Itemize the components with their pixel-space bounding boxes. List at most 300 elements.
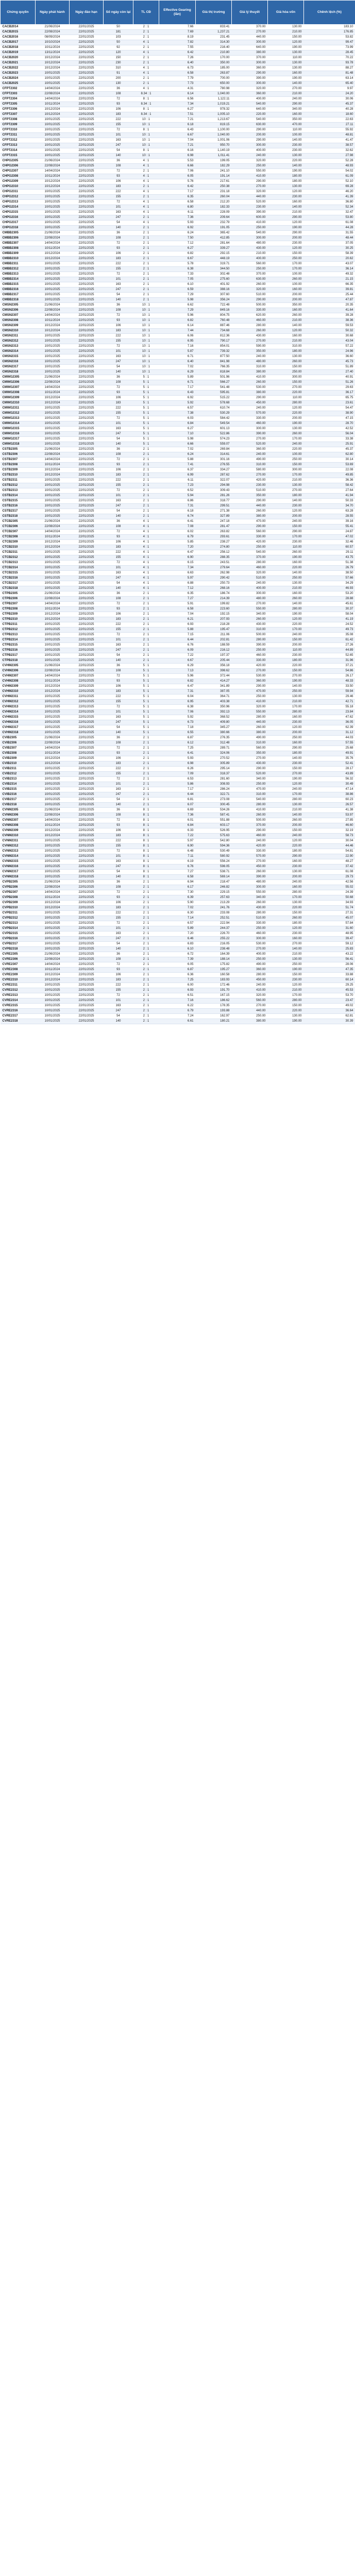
cell-warrant-code: CMBB2311 xyxy=(1,262,36,267)
cell-breakeven-price: 180.00 xyxy=(268,751,304,756)
cell-maturity-date: 22/01/2025 xyxy=(70,40,104,45)
cell-days-remaining: 163 xyxy=(104,282,133,287)
cell-effective-gearing: 6.58 xyxy=(159,200,196,205)
cell-issue-date: 10/01/2025 xyxy=(36,406,70,411)
cell-theoretical-price: 250.00 xyxy=(232,694,268,700)
cell-difference-percent: 63.28 xyxy=(304,509,355,514)
cell-maturity-date: 22/01/2025 xyxy=(70,179,104,184)
cell-warrant-code: CSTB2313 xyxy=(1,488,36,494)
cell-breakeven-price: 120.00 xyxy=(268,617,304,622)
cell-breakeven-price: 130.00 xyxy=(268,66,304,71)
cell-effective-gearing: 5.94 xyxy=(159,494,196,499)
table-row xyxy=(1,396,355,401)
cell-market-price: 1,001.06 xyxy=(196,138,232,143)
table-row xyxy=(1,246,355,251)
table-row xyxy=(1,658,355,664)
cell-theoretical-price: 500.00 xyxy=(232,303,268,308)
cell-difference-percent: 58.04 xyxy=(304,612,355,617)
table-row xyxy=(1,25,355,30)
table-row xyxy=(1,834,355,839)
cell-effective-gearing: 6.47 xyxy=(159,550,196,555)
cell-days-remaining: 247 xyxy=(104,215,133,221)
cell-theoretical-price: 210.00 xyxy=(232,251,268,257)
cell-issue-date: 10/01/2025 xyxy=(36,710,70,715)
cell-market-price: 231.45 xyxy=(196,35,232,40)
cell-conversion-ratio: 2 : 1 xyxy=(133,195,159,200)
cell-days-remaining: 72 xyxy=(104,674,133,679)
cell-maturity-date: 22/01/2025 xyxy=(70,313,104,318)
cell-breakeven-price: 190.00 xyxy=(268,1019,304,1024)
table-row xyxy=(1,169,355,174)
cell-market-price: 207.93 xyxy=(196,617,232,622)
cell-difference-percent: 24.87 xyxy=(304,530,355,535)
cell-breakeven-price: 190.00 xyxy=(268,612,304,617)
cell-difference-percent: 62.39 xyxy=(304,725,355,731)
cell-days-remaining: 72 xyxy=(104,200,133,205)
cell-issue-date: 10/01/2025 xyxy=(36,365,70,370)
header-row xyxy=(1,1,355,25)
cell-warrant-code: CVIB2307 xyxy=(1,746,36,751)
cell-issue-date: 10/01/2025 xyxy=(36,798,70,803)
cell-maturity-date: 22/01/2025 xyxy=(70,339,104,344)
cell-market-price: 587.41 xyxy=(196,813,232,818)
cell-issue-date: 21/06/2024 xyxy=(36,808,70,813)
cell-conversion-ratio: 2 : 1 xyxy=(133,998,159,1004)
cell-warrant-code: CMSN2307 xyxy=(1,313,36,318)
cell-effective-gearing: 6.67 xyxy=(159,257,196,262)
cell-effective-gearing: 7.13 xyxy=(159,669,196,674)
cell-difference-percent: 33.50 xyxy=(304,684,355,689)
cell-effective-gearing: 6.42 xyxy=(159,50,196,56)
cell-breakeven-price: 140.00 xyxy=(268,324,304,329)
cell-effective-gearing: 6.17 xyxy=(159,885,196,890)
cell-days-remaining: 93 xyxy=(104,751,133,756)
cell-market-price: 307.60 xyxy=(196,293,232,298)
table-row xyxy=(1,937,355,942)
cell-maturity-date: 22/01/2025 xyxy=(70,61,104,66)
cell-warrant-code: CVHM2311 xyxy=(1,694,36,700)
table-row xyxy=(1,952,355,957)
table-row xyxy=(1,370,355,375)
cell-theoretical-price: 310.00 xyxy=(232,365,268,370)
cell-conversion-ratio: 2 : 1 xyxy=(133,504,159,509)
table-row xyxy=(1,669,355,674)
cell-breakeven-price: 200.00 xyxy=(268,875,304,880)
cell-theoretical-price: 490.00 xyxy=(232,962,268,968)
cell-issue-date: 10/01/2025 xyxy=(36,875,70,880)
table-row xyxy=(1,916,355,921)
cell-difference-percent: 39.28 xyxy=(304,313,355,318)
cell-conversion-ratio: 4 : 1 xyxy=(133,550,159,555)
cell-warrant-code: CACB2017 xyxy=(1,40,36,45)
cell-difference-percent: 29.25 xyxy=(304,983,355,988)
cell-breakeven-price: 140.00 xyxy=(268,138,304,143)
cell-difference-percent: 45.53 xyxy=(304,988,355,993)
cell-breakeven-price: 200.00 xyxy=(268,731,304,736)
cell-breakeven-price: 130.00 xyxy=(268,957,304,962)
cell-maturity-date: 22/01/2025 xyxy=(70,215,104,221)
table-row xyxy=(1,50,355,56)
cell-days-remaining: 101 xyxy=(104,638,133,643)
table-row xyxy=(1,777,355,782)
cell-issue-date: 10/01/2025 xyxy=(36,648,70,653)
cell-warrant-code: CHPG2313 xyxy=(1,200,36,205)
cell-maturity-date: 22/01/2025 xyxy=(70,535,104,540)
cell-conversion-ratio: 10 : 1 xyxy=(133,324,159,329)
cell-days-remaining: 108 xyxy=(104,524,133,530)
cell-warrant-code: CACB2021 xyxy=(1,61,36,66)
cell-breakeven-price: 150.00 xyxy=(268,524,304,530)
cell-warrant-code: CTPB2315 xyxy=(1,643,36,648)
cell-warrant-code: CTPB2305 xyxy=(1,591,36,597)
cell-conversion-ratio: 4 : 1 xyxy=(133,221,159,226)
cell-market-price: 247.18 xyxy=(196,519,232,524)
cell-issue-date: 21/06/2024 xyxy=(36,664,70,669)
table-row xyxy=(1,602,355,607)
cell-issue-date: 10/12/2024 xyxy=(36,906,70,911)
cell-days-remaining: 108 xyxy=(104,164,133,169)
table-row xyxy=(1,159,355,164)
cell-warrant-code: CFPT2314 xyxy=(1,148,36,154)
cell-maturity-date: 22/01/2025 xyxy=(70,586,104,591)
table-row xyxy=(1,200,355,205)
cell-difference-percent: 42.71 xyxy=(304,700,355,705)
cell-effective-gearing: 5.97 xyxy=(159,576,196,581)
cell-market-price: 1,237.21 xyxy=(196,30,232,35)
cell-market-price: 595.81 xyxy=(196,391,232,396)
cell-days-remaining: 155 xyxy=(104,483,133,488)
cell-difference-percent: 27.64 xyxy=(304,488,355,494)
cell-breakeven-price: 160.00 xyxy=(268,287,304,293)
cell-difference-percent: 47.87 xyxy=(304,298,355,303)
table-row xyxy=(1,901,355,906)
cell-warrant-code: CFPT2305 xyxy=(1,102,36,107)
cell-maturity-date: 22/01/2025 xyxy=(70,767,104,772)
cell-difference-percent: 36.17 xyxy=(304,391,355,396)
cell-warrant-code: CVHM2313 xyxy=(1,705,36,710)
cell-breakeven-price: 240.00 xyxy=(268,834,304,839)
cell-market-price: 1,140.19 xyxy=(196,148,232,154)
cell-maturity-date: 22/01/2025 xyxy=(70,370,104,375)
cell-market-price: 273.08 xyxy=(196,798,232,803)
cell-warrant-code: CMWG2306 xyxy=(1,380,36,385)
table-row xyxy=(1,293,355,298)
cell-breakeven-price: 260.00 xyxy=(268,550,304,555)
cell-theoretical-price: 450.00 xyxy=(232,978,268,983)
table-row xyxy=(1,1009,355,1014)
cell-effective-gearing: 7.23 xyxy=(159,483,196,488)
cell-theoretical-price: 320.00 xyxy=(232,571,268,576)
cell-theoretical-price: 250.00 xyxy=(232,1014,268,1019)
cell-theoretical-price: 370.00 xyxy=(232,25,268,30)
cell-market-price: 780.98 xyxy=(196,87,232,92)
cell-conversion-ratio: 10 : 1 xyxy=(133,334,159,339)
cell-breakeven-price: 130.00 xyxy=(268,694,304,700)
cell-maturity-date: 22/01/2025 xyxy=(70,236,104,241)
cell-effective-gearing: 6.39 xyxy=(159,895,196,901)
cell-theoretical-price: 550.00 xyxy=(232,890,268,895)
cell-issue-date: 10/12/2024 xyxy=(36,473,70,478)
cell-days-remaining: 183 xyxy=(104,834,133,839)
cell-days-remaining: 54 xyxy=(104,581,133,586)
cell-market-price: 209.64 xyxy=(196,215,232,221)
cell-breakeven-price: 210.00 xyxy=(268,808,304,813)
cell-theoretical-price: 250.00 xyxy=(232,545,268,550)
cell-warrant-code: CFPT2310 xyxy=(1,128,36,133)
cell-conversion-ratio: 2 : 1 xyxy=(133,169,159,174)
cell-breakeven-price: 160.00 xyxy=(268,71,304,76)
cell-market-price: 350.96 xyxy=(196,705,232,710)
cell-warrant-code: CVHM2315 xyxy=(1,715,36,720)
cell-breakeven-price: 100.00 xyxy=(268,282,304,287)
cell-days-remaining: 93 xyxy=(104,102,133,107)
cell-effective-gearing: 6.18 xyxy=(159,509,196,514)
cell-days-remaining: 101 xyxy=(104,854,133,859)
cell-days-remaining: 222 xyxy=(104,694,133,700)
cell-maturity-date: 22/01/2025 xyxy=(70,844,104,849)
cell-conversion-ratio: 4 : 1 xyxy=(133,555,159,561)
cell-issue-date: 10/01/2025 xyxy=(36,117,70,123)
cell-maturity-date: 22/01/2025 xyxy=(70,746,104,751)
cell-issue-date: 10/01/2025 xyxy=(36,504,70,509)
table-row xyxy=(1,756,355,761)
cell-difference-percent: 22.90 xyxy=(304,854,355,859)
cell-market-price: 281.47 xyxy=(196,524,232,530)
cell-days-remaining: 72 xyxy=(104,921,133,926)
cell-breakeven-price: 120.00 xyxy=(268,926,304,931)
cell-issue-date: 10/12/2024 xyxy=(36,756,70,761)
cell-maturity-date: 22/01/2025 xyxy=(70,736,104,741)
cell-difference-percent: 53.97 xyxy=(304,813,355,818)
cell-maturity-date: 22/01/2025 xyxy=(70,45,104,50)
cell-difference-percent: 26.57 xyxy=(304,803,355,808)
cell-conversion-ratio: 2 : 1 xyxy=(133,947,159,952)
table-row xyxy=(1,61,355,66)
cell-difference-percent: 43.04 xyxy=(304,339,355,344)
cell-maturity-date: 22/01/2025 xyxy=(70,859,104,865)
cell-conversion-ratio: 2 : 1 xyxy=(133,1004,159,1009)
table-row xyxy=(1,741,355,746)
cell-days-remaining: 54 xyxy=(104,365,133,370)
cell-days-remaining: 72 xyxy=(104,561,133,566)
cell-maturity-date: 22/01/2025 xyxy=(70,653,104,658)
cell-market-price: 1,011.41 xyxy=(196,154,232,159)
cell-issue-date: 10/11/2024 xyxy=(36,968,70,973)
cell-maturity-date: 22/01/2025 xyxy=(70,978,104,983)
cell-issue-date: 10/11/2024 xyxy=(36,391,70,396)
cell-effective-gearing: 6.10 xyxy=(159,282,196,287)
table-row xyxy=(1,401,355,406)
cell-days-remaining: 140 xyxy=(104,586,133,591)
table-row xyxy=(1,962,355,968)
table-row xyxy=(1,344,355,349)
cell-effective-gearing: 6.29 xyxy=(159,370,196,375)
cell-maturity-date: 22/01/2025 xyxy=(70,87,104,92)
cell-warrant-code: CVRE2310 xyxy=(1,978,36,983)
cell-breakeven-price: 270.00 xyxy=(268,385,304,391)
table-row xyxy=(1,638,355,643)
cell-effective-gearing: 6.90 xyxy=(159,555,196,561)
cell-conversion-ratio: 2 : 1 xyxy=(133,262,159,267)
cell-warrant-code: CMSN2311 xyxy=(1,334,36,339)
cell-theoretical-price: 270.00 xyxy=(232,473,268,478)
cell-difference-percent: 51.26 xyxy=(304,380,355,385)
cell-warrant-code: CTPB2308 xyxy=(1,607,36,612)
cell-warrant-code: CTPB2306 xyxy=(1,597,36,602)
cell-conversion-ratio: 2 : 1 xyxy=(133,638,159,643)
cell-conversion-ratio: 5 : 1 xyxy=(133,664,159,669)
cell-theoretical-price: 360.00 xyxy=(232,66,268,71)
table-row xyxy=(1,540,355,545)
cell-difference-percent: 93.78 xyxy=(304,61,355,66)
cell-market-price: 232.79 xyxy=(196,221,232,226)
cell-breakeven-price: 140.00 xyxy=(268,756,304,761)
table-row xyxy=(1,890,355,895)
cell-days-remaining: 183 xyxy=(104,112,133,117)
cell-breakeven-price: 120.00 xyxy=(268,40,304,45)
cell-effective-gearing: 6.87 xyxy=(159,736,196,741)
cell-conversion-ratio: 4 : 1 xyxy=(133,586,159,591)
cell-conversion-ratio: 2 : 1 xyxy=(133,1009,159,1014)
cell-days-remaining: 163 xyxy=(104,931,133,937)
cell-market-price: 530.29 xyxy=(196,411,232,416)
cell-difference-percent: 28.17 xyxy=(304,767,355,772)
cell-maturity-date: 22/01/2025 xyxy=(70,308,104,313)
cell-breakeven-price: 230.00 xyxy=(268,653,304,658)
cell-maturity-date: 22/01/2025 xyxy=(70,741,104,746)
cell-issue-date: 10/01/2025 xyxy=(36,803,70,808)
cell-theoretical-price: 370.00 xyxy=(232,823,268,828)
cell-maturity-date: 22/01/2025 xyxy=(70,988,104,993)
cell-difference-percent: 53.82 xyxy=(304,35,355,40)
cell-maturity-date: 22/01/2025 xyxy=(70,457,104,463)
cell-breakeven-price: 150.00 xyxy=(268,35,304,40)
cell-maturity-date: 22/01/2025 xyxy=(70,50,104,56)
cell-issue-date: 10/01/2025 xyxy=(36,772,70,777)
cell-effective-gearing: 6.26 xyxy=(159,767,196,772)
cell-days-remaining: 163 xyxy=(104,427,133,432)
cell-breakeven-price: 200.00 xyxy=(268,514,304,519)
table-row xyxy=(1,653,355,658)
cell-days-remaining: 93 xyxy=(104,679,133,684)
cell-difference-percent: 61.09 xyxy=(304,174,355,179)
cell-market-price: 188.14 xyxy=(196,957,232,962)
cell-issue-date: 22/08/2024 xyxy=(36,380,70,385)
cell-maturity-date: 22/01/2025 xyxy=(70,159,104,164)
cell-issue-date: 21/06/2024 xyxy=(36,25,70,30)
cell-effective-gearing: 5.88 xyxy=(159,628,196,633)
cell-issue-date: 10/01/2025 xyxy=(36,298,70,303)
cell-market-price: 269.84 xyxy=(196,447,232,452)
cell-difference-percent: 45.37 xyxy=(304,102,355,107)
table-row xyxy=(1,117,355,123)
cell-difference-percent: 58.39 xyxy=(304,251,355,257)
cell-effective-gearing: 7.36 xyxy=(159,215,196,221)
cell-issue-date: 14/04/2024 xyxy=(36,674,70,679)
cell-market-price: 356.18 xyxy=(196,664,232,669)
cell-warrant-code: CVNM2308 xyxy=(1,823,36,828)
cell-effective-gearing: 5.96 xyxy=(159,674,196,679)
cell-issue-date: 10/01/2025 xyxy=(36,154,70,159)
cell-market-price: 574.23 xyxy=(196,437,232,442)
cell-theoretical-price: 530.00 xyxy=(232,385,268,391)
cell-theoretical-price: 590.00 xyxy=(232,344,268,349)
table-row xyxy=(1,334,355,339)
cell-breakeven-price: 220.00 xyxy=(268,391,304,396)
cell-conversion-ratio: 2 : 1 xyxy=(133,246,159,251)
cell-maturity-date: 22/01/2025 xyxy=(70,401,104,406)
cell-issue-date: 14/04/2024 xyxy=(36,818,70,823)
cell-conversion-ratio: 2 : 1 xyxy=(133,25,159,30)
cell-warrant-code: CHPG2318 xyxy=(1,226,36,231)
cell-difference-percent: 57.22 xyxy=(304,344,355,349)
cell-maturity-date: 22/01/2025 xyxy=(70,148,104,154)
cell-breakeven-price: 250.00 xyxy=(268,736,304,741)
cell-theoretical-price: 260.00 xyxy=(232,813,268,818)
cell-effective-gearing: 7.66 xyxy=(159,25,196,30)
cell-issue-date: 10/11/2024 xyxy=(36,607,70,612)
cell-difference-percent: 53.80 xyxy=(304,215,355,221)
cell-theoretical-price: 460.00 xyxy=(232,834,268,839)
table-row xyxy=(1,272,355,277)
cell-breakeven-price: 130.00 xyxy=(268,1014,304,1019)
cell-difference-percent: 39.16 xyxy=(304,519,355,524)
cell-warrant-code: CVPB2309 xyxy=(1,901,36,906)
cell-effective-gearing: 7.25 xyxy=(159,746,196,751)
cell-maturity-date: 22/01/2025 xyxy=(70,968,104,973)
table-row xyxy=(1,746,355,751)
cell-warrant-code: CTPB2309 xyxy=(1,612,36,617)
cell-conversion-ratio: 4 : 1 xyxy=(133,66,159,71)
cell-days-remaining: 72 xyxy=(104,169,133,174)
cell-days-remaining: 93 xyxy=(104,968,133,973)
cell-theoretical-price: 550.00 xyxy=(232,169,268,174)
cell-issue-date: 10/12/2024 xyxy=(36,396,70,401)
cell-conversion-ratio: 5 : 1 xyxy=(133,411,159,416)
cell-theoretical-price: 520.00 xyxy=(232,772,268,777)
cell-theoretical-price: 570.00 xyxy=(232,411,268,416)
cell-difference-percent: 41.47 xyxy=(304,138,355,143)
cell-market-price: 186.62 xyxy=(196,998,232,1004)
cell-effective-gearing: 6.87 xyxy=(159,968,196,973)
cell-breakeven-price: 280.00 xyxy=(268,401,304,406)
cell-warrant-code: CACB2025 xyxy=(1,81,36,87)
cell-days-remaining: 106 xyxy=(104,468,133,473)
cell-theoretical-price: 550.00 xyxy=(232,710,268,715)
cell-issue-date: 10/12/2024 xyxy=(36,56,70,61)
cell-warrant-code: CSTB2309 xyxy=(1,468,36,473)
cell-market-price: 1,122.11 xyxy=(196,97,232,102)
cell-effective-gearing: 6.15 xyxy=(159,561,196,566)
cell-days-remaining: 93 xyxy=(104,246,133,251)
table-row xyxy=(1,875,355,880)
cell-theoretical-price: 280.00 xyxy=(232,973,268,978)
cell-maturity-date: 22/01/2025 xyxy=(70,226,104,231)
cell-difference-percent: 48.93 xyxy=(304,164,355,169)
cell-breakeven-price: 220.00 xyxy=(268,566,304,571)
cell-difference-percent: 39.47 xyxy=(304,937,355,942)
cell-days-remaining: 54 xyxy=(104,437,133,442)
cell-issue-date: 14/04/2024 xyxy=(36,530,70,535)
cell-conversion-ratio: 5 : 1 xyxy=(133,700,159,705)
cell-warrant-code: CMBB2310 xyxy=(1,257,36,262)
cell-warrant-code: CTCB2307 xyxy=(1,530,36,535)
table-row xyxy=(1,452,355,457)
cell-issue-date: 10/01/2025 xyxy=(36,911,70,916)
cell-breakeven-price: 110.00 xyxy=(268,56,304,61)
cell-difference-percent: 51.38 xyxy=(304,561,355,566)
cell-issue-date: 10/01/2025 xyxy=(36,205,70,210)
